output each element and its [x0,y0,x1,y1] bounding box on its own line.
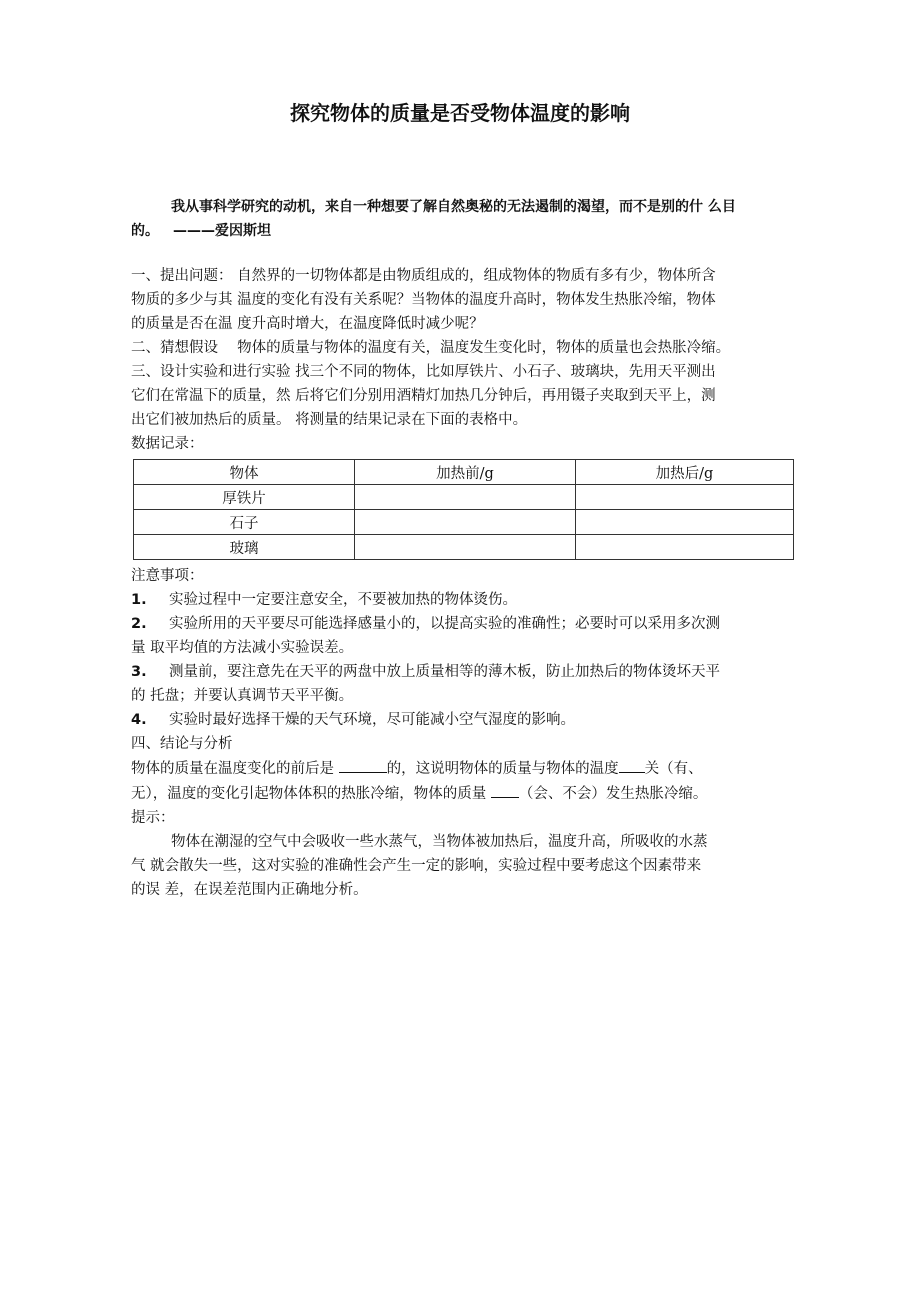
note-text: 实验所用的天平要尽可能选择感量小的，以提高实验的准确性；必要时可以采用多次测 [169,616,720,632]
cell-after [576,535,794,560]
row-label: 厚铁片 [134,485,355,510]
note-number: 3. [131,664,147,680]
conclusion-line-2 [131,781,803,806]
note-item [131,612,803,636]
note-text-cont: 的 托盘；并要认真调节天平平衡。 [131,688,354,704]
text-line: 一、提出问题： 自然界的一切物体都是由物质组成的，组成物体的物质有多有少，物体所含 [131,268,716,284]
note-number: 4. [131,712,147,728]
page-title: 探究物体的质量是否受物体温度的影响 [290,101,630,125]
data-table [133,459,794,560]
text-line: 物质的多少与其 温度的变化有没有关系呢？当物体的温度升高时，物体发生热胀冷缩，物体 [131,292,716,308]
table-row [134,510,794,535]
quote-author: ———爱因斯坦 [173,223,271,239]
cell-after [576,510,794,535]
epigraph-quote [131,195,799,243]
note-number: 2. [131,616,147,632]
row-label: 石子 [134,510,355,535]
note-number: 1. [131,592,147,608]
hint-line: 的误 差，在误差范围内正确地分析。 [131,882,368,898]
fill-blank [339,756,387,773]
data-record-label: 数据记录： [131,436,204,452]
header-after: 加热后/g [576,460,794,485]
text-line: 的质量是否在温 度升高时增大，在温度降低时减少呢？ [131,316,484,332]
note-text: 实验时最好选择干燥的天气环境，尽可能减小空气湿度的影响。 [169,712,575,728]
cell-after [576,485,794,510]
note-text-cont: 量 取平均值的方法减小实验误差。 [131,640,354,656]
section-intro [131,264,803,456]
conclusion-text: 关（有、 [644,761,703,777]
row-label: 玻璃 [134,535,355,560]
note-item [131,708,803,732]
section-notes [131,564,803,902]
note-text: 实验过程中一定要注意安全，不要被加热的物体烫伤。 [169,592,517,608]
quote-line-2 [131,219,799,243]
hint-heading: 提示： [131,810,175,826]
text-line: 它们在常温下的质量，然 后将它们分别用酒精灯加热几分钟后，再用镊子夹取到天平上，测 [131,388,716,404]
header-object: 物体 [134,460,355,485]
cell-before [355,535,576,560]
conclusion-line-1 [131,756,803,781]
conclusion-heading: 四、结论与分析 [131,736,233,752]
text-line: 三、设计实验和进行实验 找三个不同的物体，比如厚铁片、小石子、玻璃块，先用天平测出 [131,364,716,380]
cell-before [355,510,576,535]
hint-line: 物体在潮湿的空气中会吸收一些水蒸气，当物体被加热后，温度升高，所吸收的水蒸 [171,834,708,850]
cell-before [355,485,576,510]
conclusion-text: （会、不会）发生热胀冷缩。 [518,786,708,802]
text-line: 出它们被加热后的质量。 将测量的结果记录在下面的表格中。 [131,412,528,428]
note-item [131,588,803,612]
note-text: 测量前，要注意先在天平的两盘中放上质量相等的薄木板，防止加热后的物体烫坏天平 [169,664,720,680]
table-row [134,535,794,560]
fill-blank [491,781,519,798]
header-before: 加热前/g [355,460,576,485]
note-item [131,660,803,684]
conclusion-text: 物体的质量在温度变化的前后是 [131,761,339,777]
text-line: 二、猜想假设 物体的质量与物体的温度有关，温度发生变化时，物体的质量也会热胀冷缩。 [131,340,731,356]
hint-line: 气 就会散失一些，这对实验的准确性会产生一定的影响，实验过程中要考虑这个因素带来 [131,858,702,874]
notes-heading: 注意事项： [131,568,204,584]
table-row [134,485,794,510]
fill-blank [619,756,645,773]
table-header-row [134,460,794,485]
conclusion-text: 无），温度的变化引起物体体积的热胀冷缩，物体的质量 [131,786,491,802]
quote-line-2-text: 的。 [131,223,159,239]
quote-line-1: 我从事科学研究的动机，来自一种想要了解自然奥秘的无法遏制的渴望，而不是别的什 么目 [171,199,736,215]
conclusion-text: 的，这说明物体的质量与物体的温度 [386,761,619,777]
